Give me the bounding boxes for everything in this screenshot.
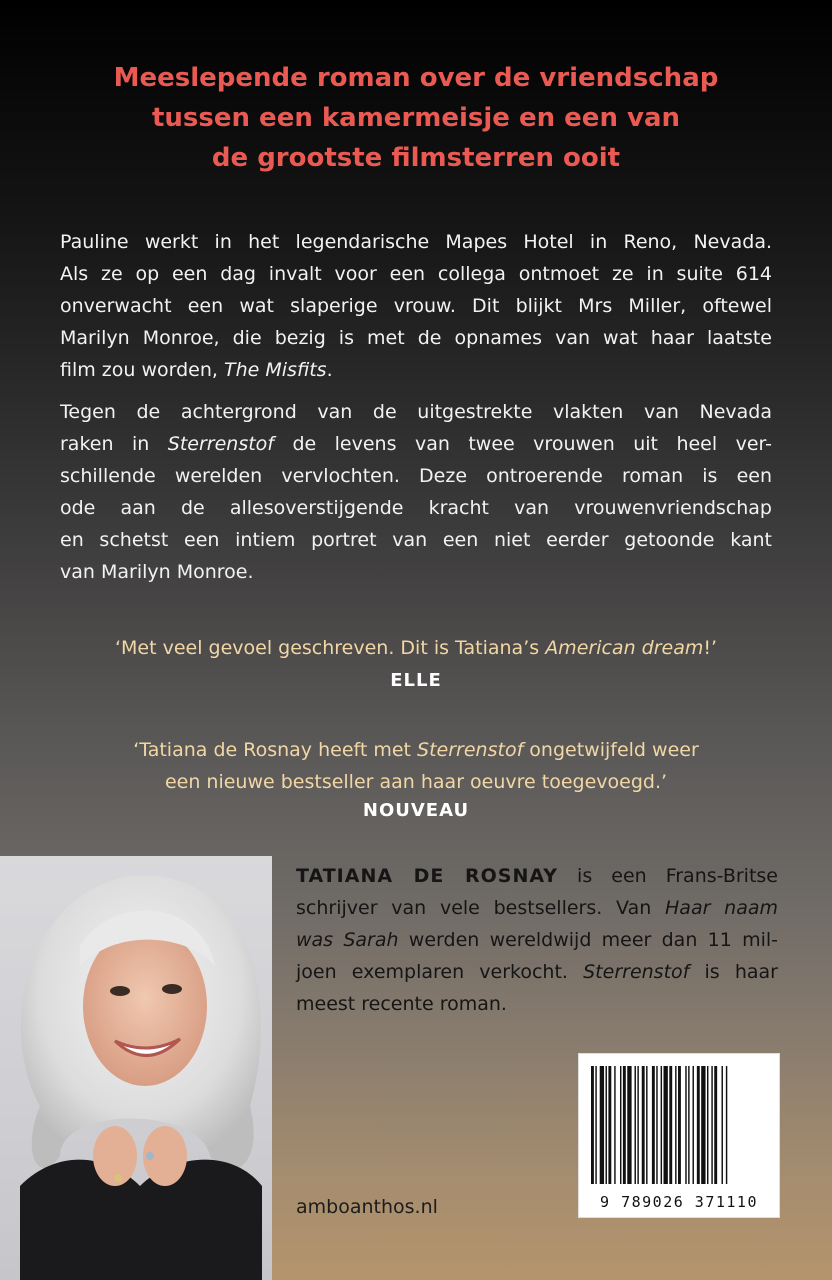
text-line: onverwacht een wat slaperige vrouw. Dit blijkt Mrs Miller, oftewel bbox=[60, 295, 772, 317]
barcode-bar bbox=[726, 1066, 727, 1184]
isbn-barcode bbox=[578, 1053, 780, 1218]
text-line bbox=[60, 354, 772, 386]
text-line: schillende werelden vervlochten. Deze ontroerende roman is een bbox=[60, 465, 772, 487]
barcode-bar bbox=[620, 1066, 621, 1184]
barcode-bar bbox=[714, 1066, 717, 1184]
tagline-line-1: Meeslepende roman over de vriendschap bbox=[113, 63, 719, 93]
tagline-line-3: de grootste filmsterren ooit bbox=[211, 143, 621, 173]
barcode-bar bbox=[701, 1066, 705, 1184]
text-fragment: is haar bbox=[689, 961, 778, 983]
quote-fragment: ‘Tatiana de Rosnay heeft met bbox=[133, 739, 418, 761]
author-portrait-illustration bbox=[0, 856, 272, 1280]
barcode-bar bbox=[614, 1066, 615, 1184]
barcode-bar bbox=[711, 1066, 712, 1184]
barcode-bar bbox=[707, 1066, 708, 1184]
book-title: was Sarah bbox=[296, 929, 399, 951]
book-title: Haar naam bbox=[665, 897, 778, 919]
text-line bbox=[296, 892, 778, 924]
text-fragment: film zou worden, bbox=[60, 359, 224, 381]
barcode-bar bbox=[669, 1066, 672, 1184]
text-line: van Marilyn Monroe. bbox=[60, 561, 254, 583]
review-quote-2 bbox=[0, 734, 832, 798]
film-title: The Misfits bbox=[224, 359, 327, 381]
barcode-bar bbox=[627, 1066, 631, 1184]
text-fragment: werden wereldwijd meer dan 11 mil- bbox=[398, 929, 778, 951]
barcode-bar bbox=[664, 1066, 668, 1184]
barcode-bar bbox=[606, 1066, 607, 1184]
synopsis-paragraph-2 bbox=[60, 396, 772, 588]
quote-line: een nieuwe bestseller aan haar oeuvre toegevoegd.’ bbox=[164, 771, 668, 793]
text-line: Marilyn Monroe, die bezig is met de opnames van wat haar laatste bbox=[60, 327, 772, 349]
book-title: Sterrenstof bbox=[417, 739, 524, 761]
book-title: Sterrenstof bbox=[583, 961, 690, 983]
publisher-website[interactable]: amboanthos.nl bbox=[296, 1196, 438, 1218]
author-photo bbox=[0, 856, 272, 1280]
quote-line bbox=[0, 734, 832, 766]
barcode-bar bbox=[646, 1066, 647, 1184]
barcode-bar bbox=[595, 1066, 596, 1184]
text-fragment: de levens van twee vrouwen uit heel ver- bbox=[273, 433, 772, 455]
barcode-bar bbox=[722, 1066, 723, 1184]
barcode-bar bbox=[697, 1066, 700, 1184]
text-line bbox=[296, 860, 778, 892]
isbn-number: 9 789026 371110 bbox=[600, 1193, 758, 1211]
review-source-2: NOUVEAU bbox=[362, 800, 470, 821]
text-line bbox=[60, 428, 772, 460]
author-name: TATIANA DE ROSNAY bbox=[296, 865, 559, 887]
text-line: en schetst een intiem portret van een niet eerder getoonde kant bbox=[60, 529, 772, 551]
barcode-bar bbox=[675, 1066, 676, 1184]
text-fragment: raken in bbox=[60, 433, 168, 455]
barcode-bar bbox=[661, 1066, 662, 1184]
synopsis-paragraph-1 bbox=[60, 226, 772, 386]
book-title: Sterrenstof bbox=[167, 433, 274, 455]
barcode-bar bbox=[678, 1066, 681, 1184]
quote-fragment: !’ bbox=[703, 637, 718, 659]
text-line: ode aan de allesoverstijgende kracht van vrouwenvriendschap bbox=[60, 497, 772, 519]
barcode-bar bbox=[652, 1066, 655, 1184]
review-quote-1 bbox=[0, 632, 832, 664]
text-line: Als ze op een dag invalt voor een collega ontmoet ze in suite 614 bbox=[60, 263, 772, 285]
text-fragment: . bbox=[326, 359, 333, 381]
barcode-bar bbox=[600, 1066, 604, 1184]
barcode-bar bbox=[693, 1066, 694, 1184]
barcode-bar bbox=[656, 1066, 657, 1184]
review-source-1: ELLE bbox=[390, 670, 442, 691]
author-bio bbox=[296, 860, 778, 1020]
text-line bbox=[296, 924, 778, 956]
barcode-bar bbox=[637, 1066, 638, 1184]
text-line: Tegen de achtergrond van de uitgestrekte vlakten van Nevada bbox=[60, 401, 772, 423]
barcode-bar bbox=[608, 1066, 611, 1184]
tagline bbox=[0, 58, 832, 178]
barcode-bar bbox=[688, 1066, 689, 1184]
quote-italic: American dream bbox=[545, 637, 704, 659]
barcode-bar bbox=[635, 1066, 636, 1184]
barcode-icon bbox=[591, 1066, 767, 1184]
text-fragment: joen exemplaren verkocht. bbox=[296, 961, 584, 983]
barcode-bar bbox=[685, 1066, 686, 1184]
tagline-line-2: tussen een kamermeisje en een van bbox=[151, 103, 681, 133]
text-line: meest recente roman. bbox=[296, 993, 507, 1015]
barcode-bar bbox=[642, 1066, 645, 1184]
quote-fragment: ongetwijfeld weer bbox=[523, 739, 699, 761]
text-line bbox=[296, 956, 778, 988]
text-line: Pauline werkt in het legendarische Mapes Hotel in Reno, Nevada. bbox=[60, 231, 772, 253]
barcode-bar bbox=[623, 1066, 626, 1184]
text-fragment: is een Frans-Britse bbox=[558, 865, 778, 887]
barcode-bar bbox=[591, 1066, 594, 1184]
quote-fragment: ‘Met veel gevoel geschreven. Dit is Tatiana’s bbox=[114, 637, 546, 659]
text-fragment: schrijver van vele bestsellers. Van bbox=[296, 897, 666, 919]
